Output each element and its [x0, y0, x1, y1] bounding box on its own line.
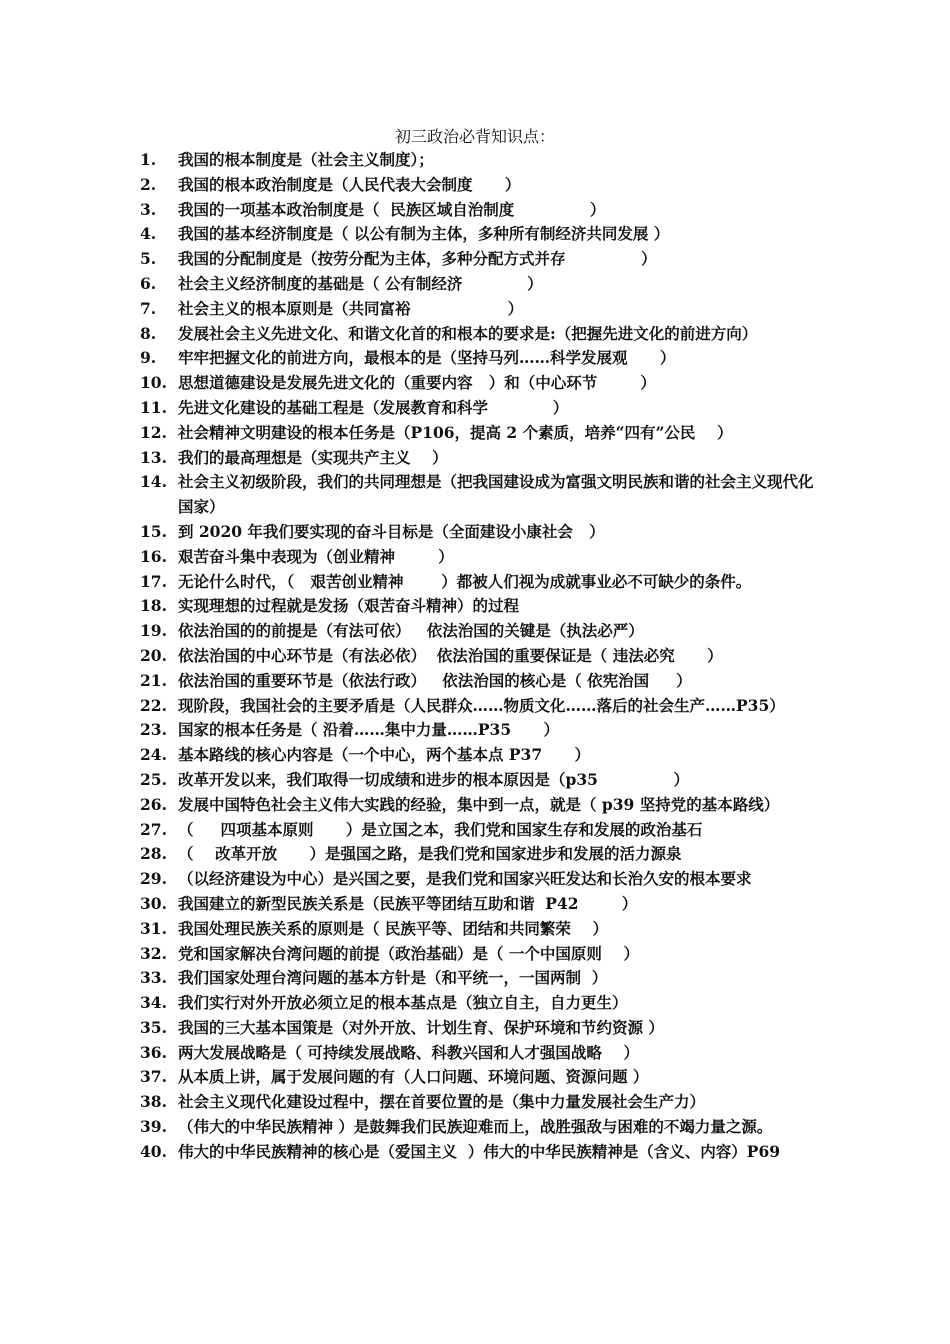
item-text: 社会主义初级阶段，我们的共同理想是（把我国建设成为富强文明民族和谐的社会主义现代化国家） — [178, 472, 814, 517]
item-text: 现阶段，我国社会的主要矛盾是（人民群众……物质文化……落后的社会生产……P35） — [178, 695, 785, 715]
list-item — [140, 247, 820, 272]
item-text: 艰苦奋斗集中表现为（创业精神 ） — [178, 546, 454, 566]
list-item — [140, 743, 820, 768]
list-item — [140, 917, 820, 942]
item-text: 实现理想的过程就是发扬（艰苦奋斗精神）的过程 — [178, 596, 520, 616]
item-number: 32. — [140, 943, 167, 963]
list-item — [140, 867, 820, 892]
list-item — [140, 446, 820, 471]
knowledge-point-list — [140, 148, 820, 1165]
item-number: 29. — [140, 869, 167, 889]
list-item — [140, 892, 820, 917]
item-text: 先进文化建设的基础工程是（发展教育和科学 ） — [178, 397, 569, 417]
item-text: 从本质上讲，属于发展问题的有（人口问题、环境问题、资源问题 ） — [178, 1067, 649, 1087]
item-text: 我国的一项基本政治制度是（ 民族区域自治制度 ） — [178, 199, 606, 219]
item-text: 党和国家解决台湾问题的前提（政治基础）是（ 一个中国原则 ） — [178, 943, 639, 963]
item-text: 发展中国特色社会主义伟大实践的经验，集中到一点，就是（ p39 坚持党的基本路线） — [178, 794, 780, 814]
list-item — [140, 371, 820, 396]
item-number: 39. — [140, 1117, 167, 1137]
list-item — [140, 570, 820, 595]
list-item — [140, 1090, 820, 1115]
list-item — [140, 520, 820, 545]
item-number: 16. — [140, 546, 167, 566]
item-number: 37. — [140, 1067, 167, 1087]
list-item — [140, 322, 820, 347]
list-item — [140, 966, 820, 991]
item-number: 34. — [140, 993, 167, 1013]
list-item — [140, 793, 820, 818]
item-text: 到 2020 年我们要实现的奋斗目标是（全面建设小康社会 ） — [178, 521, 605, 541]
list-item — [140, 619, 820, 644]
list-item — [140, 1016, 820, 1041]
list-item — [140, 272, 820, 297]
list-item — [140, 148, 820, 173]
list-item — [140, 694, 820, 719]
item-text: 社会主义的根本原则是（共同富裕 ） — [178, 298, 524, 318]
item-text: 我国的基本经济制度是（ 以公有制为主体，多种所有制经济共同发展 ） — [178, 224, 670, 244]
list-item — [140, 1115, 820, 1140]
item-number: 10. — [140, 373, 167, 393]
item-text: 国家的根本任务是（ 沿着……集中力量……P35 ） — [178, 720, 559, 740]
item-text: 发展社会主义先进文化、和谐文化首的和根本的要求是:（把握先进文化的前进方向） — [178, 323, 758, 343]
item-text: 我国的分配制度是（按劳分配为主体，多种分配方式并存 ） — [178, 249, 657, 269]
item-text: （以经济建设为中心）是兴国之要，是我们党和国家兴旺发达和长治久安的根本要求 — [178, 869, 752, 889]
item-text: 我国处理民族关系的原则是（ 民族平等、团结和共同繁荣 ） — [178, 918, 608, 938]
item-text: 我国的根本政治制度是（人民代表大会制度 ） — [178, 174, 521, 194]
list-item — [140, 421, 820, 446]
item-number: 36. — [140, 1042, 167, 1062]
item-text: 依法治国的重要环节是（依法行政） 依法治国的核心是（ 依宪治国 ） — [178, 670, 692, 690]
list-item — [140, 818, 820, 843]
item-number: 13. — [140, 447, 167, 467]
item-number: 18. — [140, 596, 167, 616]
item-text: 我国的根本制度是（社会主义制度）； — [178, 150, 434, 169]
item-number: 19. — [140, 621, 167, 641]
item-number: 40. — [140, 1141, 167, 1161]
item-text: 牢牢把握文化的前进方向，最根本的是（坚持马列……科学发展观 ） — [178, 348, 676, 368]
item-text: （伟大的中华民族精神 ）是鼓舞我们民族迎难而上，战胜强敌与困难的不竭力量之源。 — [178, 1117, 773, 1137]
list-item — [140, 396, 820, 421]
list-item — [140, 768, 820, 793]
list-item — [140, 644, 820, 669]
item-text: （ 四项基本原则 ）是立国之本，我们党和国家生存和发展的政治基石 — [178, 819, 703, 839]
list-item — [140, 1140, 820, 1165]
item-number: 3. — [140, 199, 157, 219]
list-item — [140, 942, 820, 967]
item-number: 24. — [140, 745, 167, 765]
item-number: 4. — [140, 224, 157, 244]
item-text: 伟大的中华民族精神的核心是（爱国主义 ）伟大的中华民族精神是（含义、内容）P69 — [178, 1141, 781, 1161]
item-text: （ 改革开放 ）是强国之路，是我们党和国家进步和发展的活力源泉 — [178, 844, 682, 864]
list-item — [140, 346, 820, 371]
item-text: 基本路线的核心内容是（一个中心，两个基本点 P37 ） — [178, 745, 591, 765]
item-number: 15. — [140, 521, 167, 541]
item-number: 28. — [140, 844, 167, 864]
item-number: 20. — [140, 645, 167, 665]
list-item — [140, 991, 820, 1016]
item-number: 6. — [140, 273, 157, 293]
item-number: 22. — [140, 695, 167, 715]
item-text: 我们实行对外开放必须立足的根本基点是（独立自主，自力更生） — [178, 993, 628, 1013]
item-number: 21. — [140, 670, 167, 690]
item-text: 改革开发以来，我们取得一切成绩和进步的根本原因是（p35 ） — [178, 769, 689, 789]
item-number: 5. — [140, 249, 157, 269]
item-number: 8. — [140, 323, 157, 343]
item-text: 两大发展战略是（ 可持续发展战略、科教兴国和人才强国战略 ） — [178, 1042, 639, 1062]
item-number: 33. — [140, 968, 167, 988]
item-number: 12. — [140, 422, 167, 442]
item-text: 依法治国的中心环节是（有法必依） 依法治国的重要保证是（ 违法必究 ） — [178, 645, 723, 665]
item-number: 35. — [140, 1017, 167, 1037]
page-title: 初三政治必背知识点： — [394, 127, 555, 146]
item-text: 依法治国的的前提是（有法可依） 依法治国的关键是（执法必严） — [178, 621, 644, 641]
item-number: 30. — [140, 893, 167, 913]
list-item — [140, 198, 820, 223]
item-number: 9. — [140, 348, 157, 368]
item-text: 我们国家处理台湾问题的基本方针是（和平统一，一国两制 ） — [178, 968, 608, 988]
list-item — [140, 718, 820, 743]
item-text: 思想道德建设是发展先进文化的（重要内容 ）和（中心环节 ） — [178, 373, 656, 393]
item-number: 26. — [140, 794, 167, 814]
list-item — [140, 1065, 820, 1090]
item-text: 我国的三大基本国策是（对外开放、计划生育、保护环境和节约资源 ） — [178, 1017, 664, 1037]
item-text: 我国建立的新型民族关系是（民族平等团结互助和谐 P42 ） — [178, 893, 638, 913]
list-item — [140, 594, 820, 619]
item-number: 2. — [140, 174, 157, 194]
item-text: 社会主义现代化建设过程中，摆在首要位置的是（集中力量发展社会生产力） — [178, 1092, 706, 1112]
item-number: 14. — [140, 472, 167, 492]
list-item — [140, 470, 820, 520]
item-text: 我们的最高理想是（实现共产主义 ） — [178, 447, 448, 467]
item-number: 27. — [140, 819, 167, 839]
item-number: 23. — [140, 720, 167, 740]
list-item — [140, 669, 820, 694]
list-item — [140, 545, 820, 570]
item-number: 25. — [140, 769, 167, 789]
item-number: 31. — [140, 918, 167, 938]
list-item — [140, 222, 820, 247]
item-number: 7. — [140, 298, 157, 318]
list-item — [140, 173, 820, 198]
list-item — [140, 842, 820, 867]
item-number: 11. — [140, 397, 167, 417]
list-item — [140, 1041, 820, 1066]
item-number: 17. — [140, 571, 167, 591]
item-text: 无论什么时代，（ 艰苦创业精神 ）都被人们视为成就事业必不可缺少的条件。 — [178, 571, 752, 591]
item-text: 社会精神文明建设的根本任务是（P106，提高 2 个素质，培养“四有”公民 ） — [178, 422, 733, 442]
item-number: 1. — [140, 150, 157, 169]
item-text: 社会主义经济制度的基础是（ 公有制经济 ） — [178, 273, 543, 293]
list-item — [140, 297, 820, 322]
item-number: 38. — [140, 1092, 167, 1112]
